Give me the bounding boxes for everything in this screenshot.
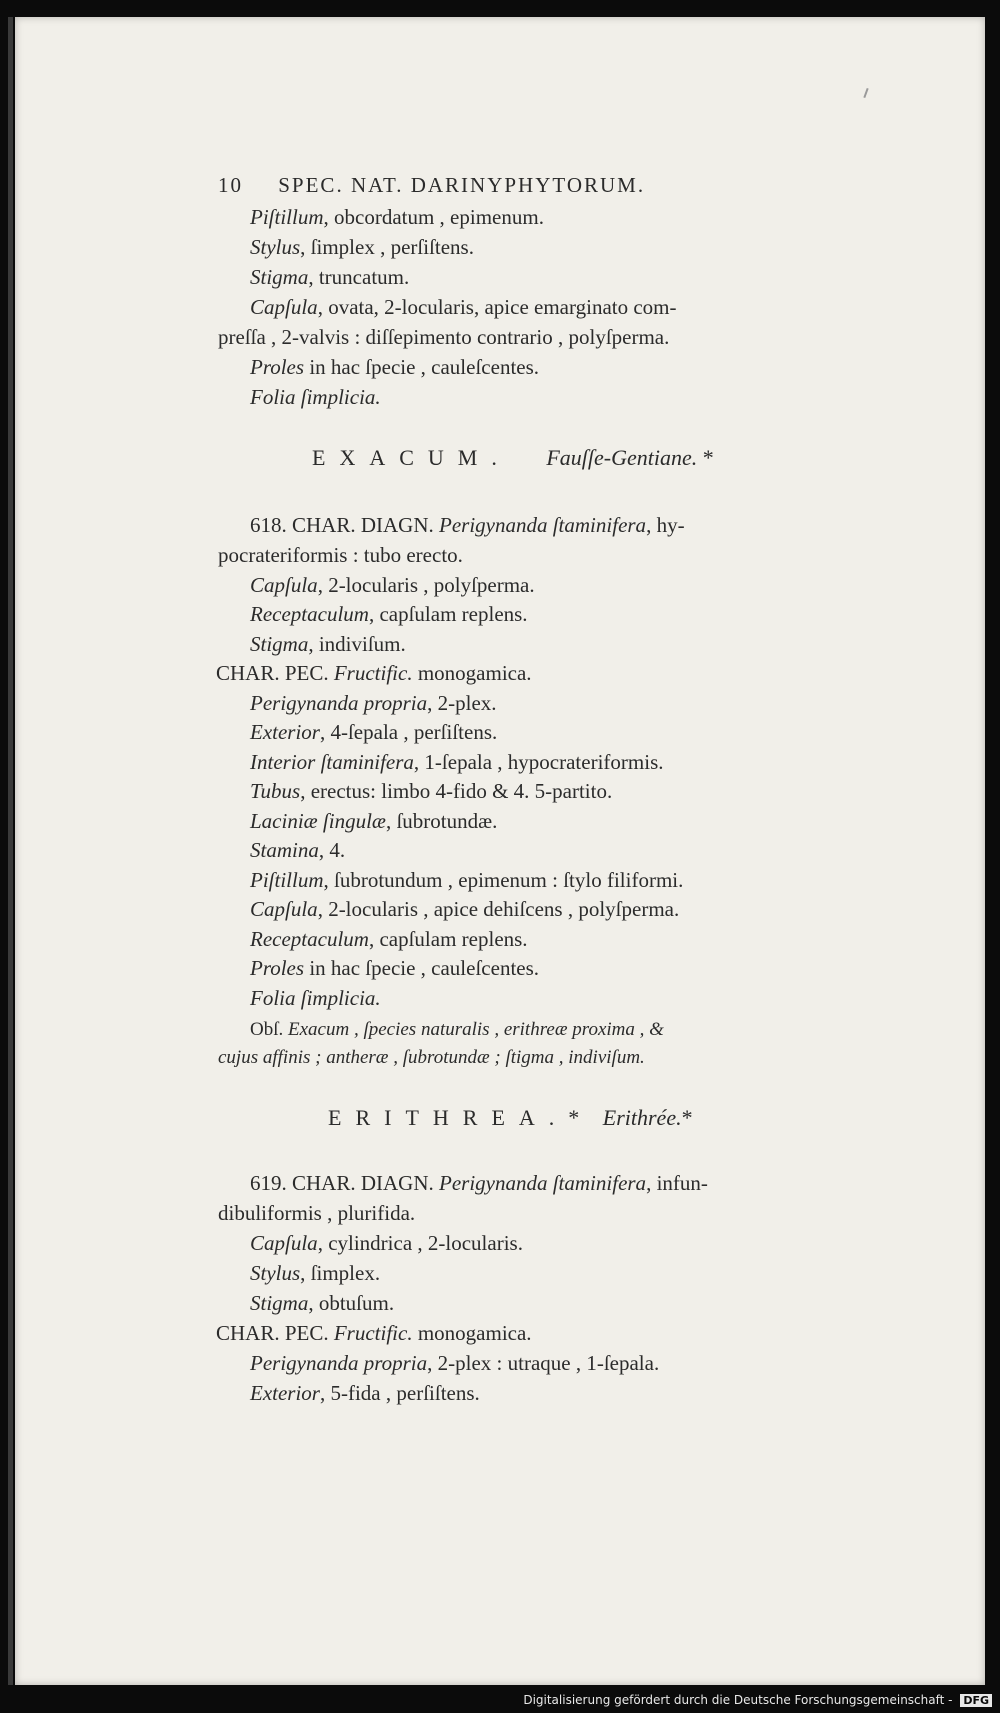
line-text: , erectus: limbo 4-fido & 4. 5-partito. (300, 779, 613, 803)
italic-term: Perigynanda propria (250, 690, 428, 715)
line-text: , ſimplex , perſiſtens. (300, 235, 474, 259)
footer-text: Digitalisierung gefördert durch die Deutsche Forschungsgemeinschaft - (523, 1693, 953, 1707)
italic-term: Proles (250, 355, 305, 379)
line-text: , 4-ſepala , perſiſtens. (319, 720, 498, 744)
text-line (250, 894, 679, 924)
text-line (250, 717, 497, 747)
line-text: , 2-locularis , polyſperma. (317, 572, 535, 597)
text-line (250, 1258, 380, 1288)
italic-term: Fructific. (333, 1321, 413, 1345)
line-text: in hac ſpecie , cauleſcentes. (304, 355, 540, 379)
italic-term: Stylus (250, 235, 301, 259)
line-text: , cylindrica , 2-locularis. (317, 1231, 523, 1255)
line-text: pocrateriformis : tubo erecto. (218, 543, 463, 567)
italic-term: Laciniæ ſingulæ (250, 808, 386, 833)
char-619-line (250, 1168, 708, 1198)
italic-term: Receptaculum (250, 926, 369, 951)
italic-term: Stigma (250, 265, 309, 289)
line-text: , obcordatum , epimenum. (323, 205, 544, 229)
genus-name: EXACUM. (312, 445, 511, 470)
text-line (250, 599, 528, 629)
char-italic: Perigynanda ſtaminifera (439, 513, 647, 537)
text-line (250, 747, 664, 777)
char-label: CHAR. DIAGN. (292, 513, 434, 537)
text-line (250, 1378, 480, 1408)
italic-term: Receptaculum (250, 602, 369, 626)
text-line (250, 953, 539, 983)
genus-star: * (702, 445, 714, 470)
genus-heading-exacum (312, 443, 714, 473)
genus-heading-erithrea (328, 1103, 693, 1133)
italic-term: Capſula (250, 1231, 318, 1255)
italic-term: Stigma (250, 631, 309, 656)
text-line (250, 232, 474, 262)
line-text: , ſubrotundæ. (385, 808, 498, 833)
text-line (250, 202, 544, 232)
text-line (250, 1348, 659, 1378)
footer-credit (523, 1693, 992, 1707)
text-line (250, 382, 381, 412)
line-text: , 5-fida , perſiſtens. (319, 1381, 480, 1405)
text-line (250, 983, 381, 1013)
book-page (15, 17, 985, 1685)
text-line (250, 352, 539, 382)
text-line (250, 865, 683, 895)
line-text: , 2-plex. (427, 690, 497, 715)
line-text: , 2-locularis , apice dehiſcens , polyſperma. (317, 897, 680, 921)
book-edge (8, 17, 13, 1685)
text-line (250, 1228, 523, 1258)
line-text: , indiviſum. (308, 631, 406, 656)
text-line (250, 924, 528, 954)
text-line (250, 629, 406, 659)
obs-label: Obſ. (250, 1019, 284, 1040)
text-line (250, 806, 497, 836)
text-line (218, 540, 463, 570)
char-number: 619. (250, 1171, 287, 1195)
text-line (250, 835, 345, 865)
line-text: , truncatum. (308, 265, 410, 289)
genus-french: Fauſſe-Gentiane. (546, 445, 698, 470)
observation-line-2: cujus affinis ; antheræ , ſubrotundæ ; ſtigma , indiviſum. (218, 1047, 645, 1068)
line-text: , ſimplex. (300, 1261, 381, 1285)
italic-term: Interior ſtaminifera (250, 749, 414, 774)
italic-term: Capſula (250, 295, 318, 319)
italic-term: Stamina (250, 838, 319, 862)
genus-name: ERITHREA. (328, 1105, 569, 1130)
char-number: 618. (250, 513, 287, 537)
italic-term: Fructific. (333, 661, 413, 685)
observation-line-1 (250, 1015, 664, 1045)
char-rest: , infun- (646, 1171, 708, 1195)
line-text: monogamica. (412, 661, 532, 685)
line-text: , capſulam replens. (368, 926, 528, 951)
char-618-line (250, 510, 685, 540)
genus-star: * (568, 1105, 580, 1130)
line-text: , capſulam replens. (368, 602, 528, 626)
text-line (218, 322, 669, 352)
genus-french: Erithrée. (602, 1105, 682, 1130)
line-text: , 4. (318, 838, 346, 862)
italic-term: Tubus (250, 779, 301, 803)
line-text: , ovata, 2-locularis, apice emarginato com- (317, 295, 677, 319)
char-italic: Perigynanda ſtaminifera (439, 1171, 647, 1195)
italic-term: Piſtillum (250, 867, 324, 892)
italic-term: Stigma (250, 1291, 309, 1315)
line-text: in hac ſpecie , cauleſcentes. (304, 956, 540, 980)
line-text: , ſubrotundum , epimenum : ſtylo filiformi. (323, 867, 684, 892)
line-text: monogamica. (412, 1321, 532, 1345)
text-line (250, 570, 535, 600)
line-text: , 2-plex : utraque , 1-ſepala. (427, 1351, 660, 1375)
text-line (216, 658, 532, 688)
italic-term: Proles (250, 956, 305, 980)
line-text: preſſa , 2-valvis : diſſepimento contrario , polyſperma. (218, 325, 670, 349)
line-text: , obtuſum. (308, 1291, 395, 1315)
running-header (218, 170, 645, 200)
text-line (250, 776, 612, 806)
italic-term: Perigynanda propria (250, 1351, 428, 1375)
italic-term: Capſula (250, 897, 318, 921)
running-title: SPEC. NAT. DARINYPHYTORUM. (278, 173, 646, 197)
page-number: 10 (218, 173, 243, 197)
text-line (216, 1318, 532, 1348)
line-text: CHAR. PEC. (216, 661, 334, 685)
text-line (250, 262, 409, 292)
italic-term: Exterior (250, 1381, 320, 1405)
text-line (250, 1288, 394, 1318)
italic-term: Stylus (250, 1261, 301, 1285)
text-line (250, 292, 677, 322)
char-label: CHAR. DIAGN. (292, 1171, 434, 1195)
text-line (218, 1198, 415, 1228)
italic-term: Exterior (250, 720, 320, 744)
italic-term: Folia ſimplicia. (250, 385, 381, 409)
dfg-logo: DFG (960, 1694, 992, 1707)
char-rest: , hy- (646, 513, 685, 537)
italic-term: Folia ſimplicia. (250, 985, 381, 1010)
line-text: CHAR. PEC. (216, 1321, 334, 1345)
obs-text-1: Exacum , ſpecies naturalis , erithreæ proxima , & (288, 1019, 664, 1040)
italic-term: Piſtillum (250, 205, 324, 229)
line-text: , 1-ſepala , hypocrateriformis. (413, 749, 664, 774)
line-text: dibuliformis , plurifida. (218, 1201, 416, 1225)
text-line (250, 688, 497, 718)
genus-star: * (681, 1105, 693, 1130)
italic-term: Capſula (250, 572, 318, 597)
